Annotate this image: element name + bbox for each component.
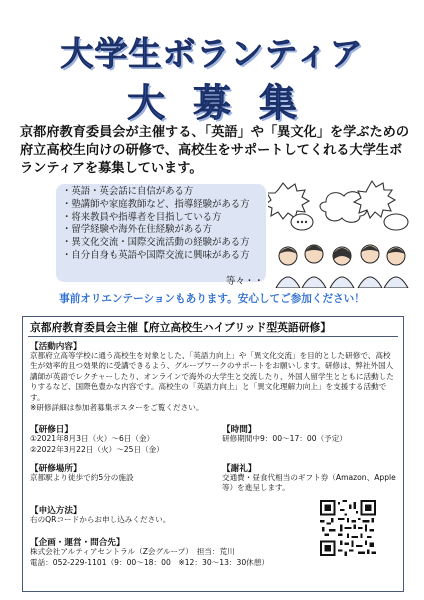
location-value: 京都駅より徒歩で約5分の施設 (30, 473, 134, 482)
divider (28, 336, 398, 337)
qualification-item: ・ 異文化交流・国際交流活動の経験がある方 (62, 237, 272, 250)
qualification-item: ・ 塾講師や家庭教師など、指導経験がある方 (62, 199, 272, 212)
title-recruitment: 大募集 (126, 81, 325, 125)
time-value: 研修期間中9：00～17：00（予定） (222, 434, 347, 443)
program-title: 京都府教育委員会主催【府立高校生ハイブリッド型英語研修】 (30, 321, 332, 334)
qualification-list (62, 186, 272, 263)
reward-heading: 【謝礼】 (222, 464, 257, 474)
dates-heading: 【研修日】 (30, 425, 73, 435)
people-speech-bubbles-illustration (268, 176, 418, 288)
qr-code[interactable] (320, 500, 376, 556)
qualification-item: ・ 留学経験や海外在住経験がある方 (62, 224, 272, 237)
apply-heading: 【申込方法】 (30, 506, 82, 516)
location-heading: 【研修場所】 (30, 464, 82, 474)
qualification-item: ・ 将来教員や指導者を目指している方 (62, 212, 272, 225)
etc-text: 等々・・ (226, 276, 264, 287)
activity-note: ※研修詳細は参加者募集ポスターをご覧ください。 (30, 403, 204, 412)
intro-text: 京都府教育委員会が主催する、「英語」や「異文化」を学ぶための府立高校生向けの研修で、高校生をサポートしてくれる大学生ボランティアを募集しています。 (20, 125, 410, 176)
qualification-item: ・ 英語・英会話に自信がある方 (62, 186, 272, 199)
apply-instructions: 右のQRコードからお申し込みください。 (30, 515, 171, 524)
contact-phone: 電話：052-229-1101（9：00～18：00 ※12：30～13：30休憩） (30, 558, 269, 567)
orientation-notice: 事前オリエンテーションもあります。安心してご参加ください！ (59, 293, 365, 305)
contact-company: 株式会社アルティアセントラル（Z会グループ） 担当：荒川 (30, 547, 235, 556)
title-volunteer: 大学生ボランティア (60, 34, 364, 73)
time-heading: 【時間】 (222, 425, 257, 435)
activity-heading: 【活動内容】 (30, 342, 82, 352)
qualification-item: ・ 自分自身も英語や国際交流に興味がある方 (62, 250, 272, 263)
reward-value: 交通費・昼食代相当のギフト券（Amazon、Apple等）を進呈します。 (222, 473, 396, 493)
contact-heading: 【企画・運営・問合先】 (30, 538, 125, 548)
activity-description: 京都府立高等学校に通う高校生を対象とした、「英語力向上」や「異文化交流」を目的とした研修で、高校生が効率的且つ効果的に受講できるよう、グループワークのサポートをお願いします。研修は、弊社外国人講師が英語でレクチャーしたり、オンラインで海外の大学生と交流したり、外国人留学生とともに活動したりするなど、国際色豊かな内容です。高校生の「英語力向上」と「異文化理解力向上」を支援する活動です。 (30, 351, 394, 402)
date-item: ①2021年8月3日（火）～6日（金） (30, 434, 155, 443)
date-item: ②2022年3月22日（火）～25日（金） (30, 445, 164, 454)
